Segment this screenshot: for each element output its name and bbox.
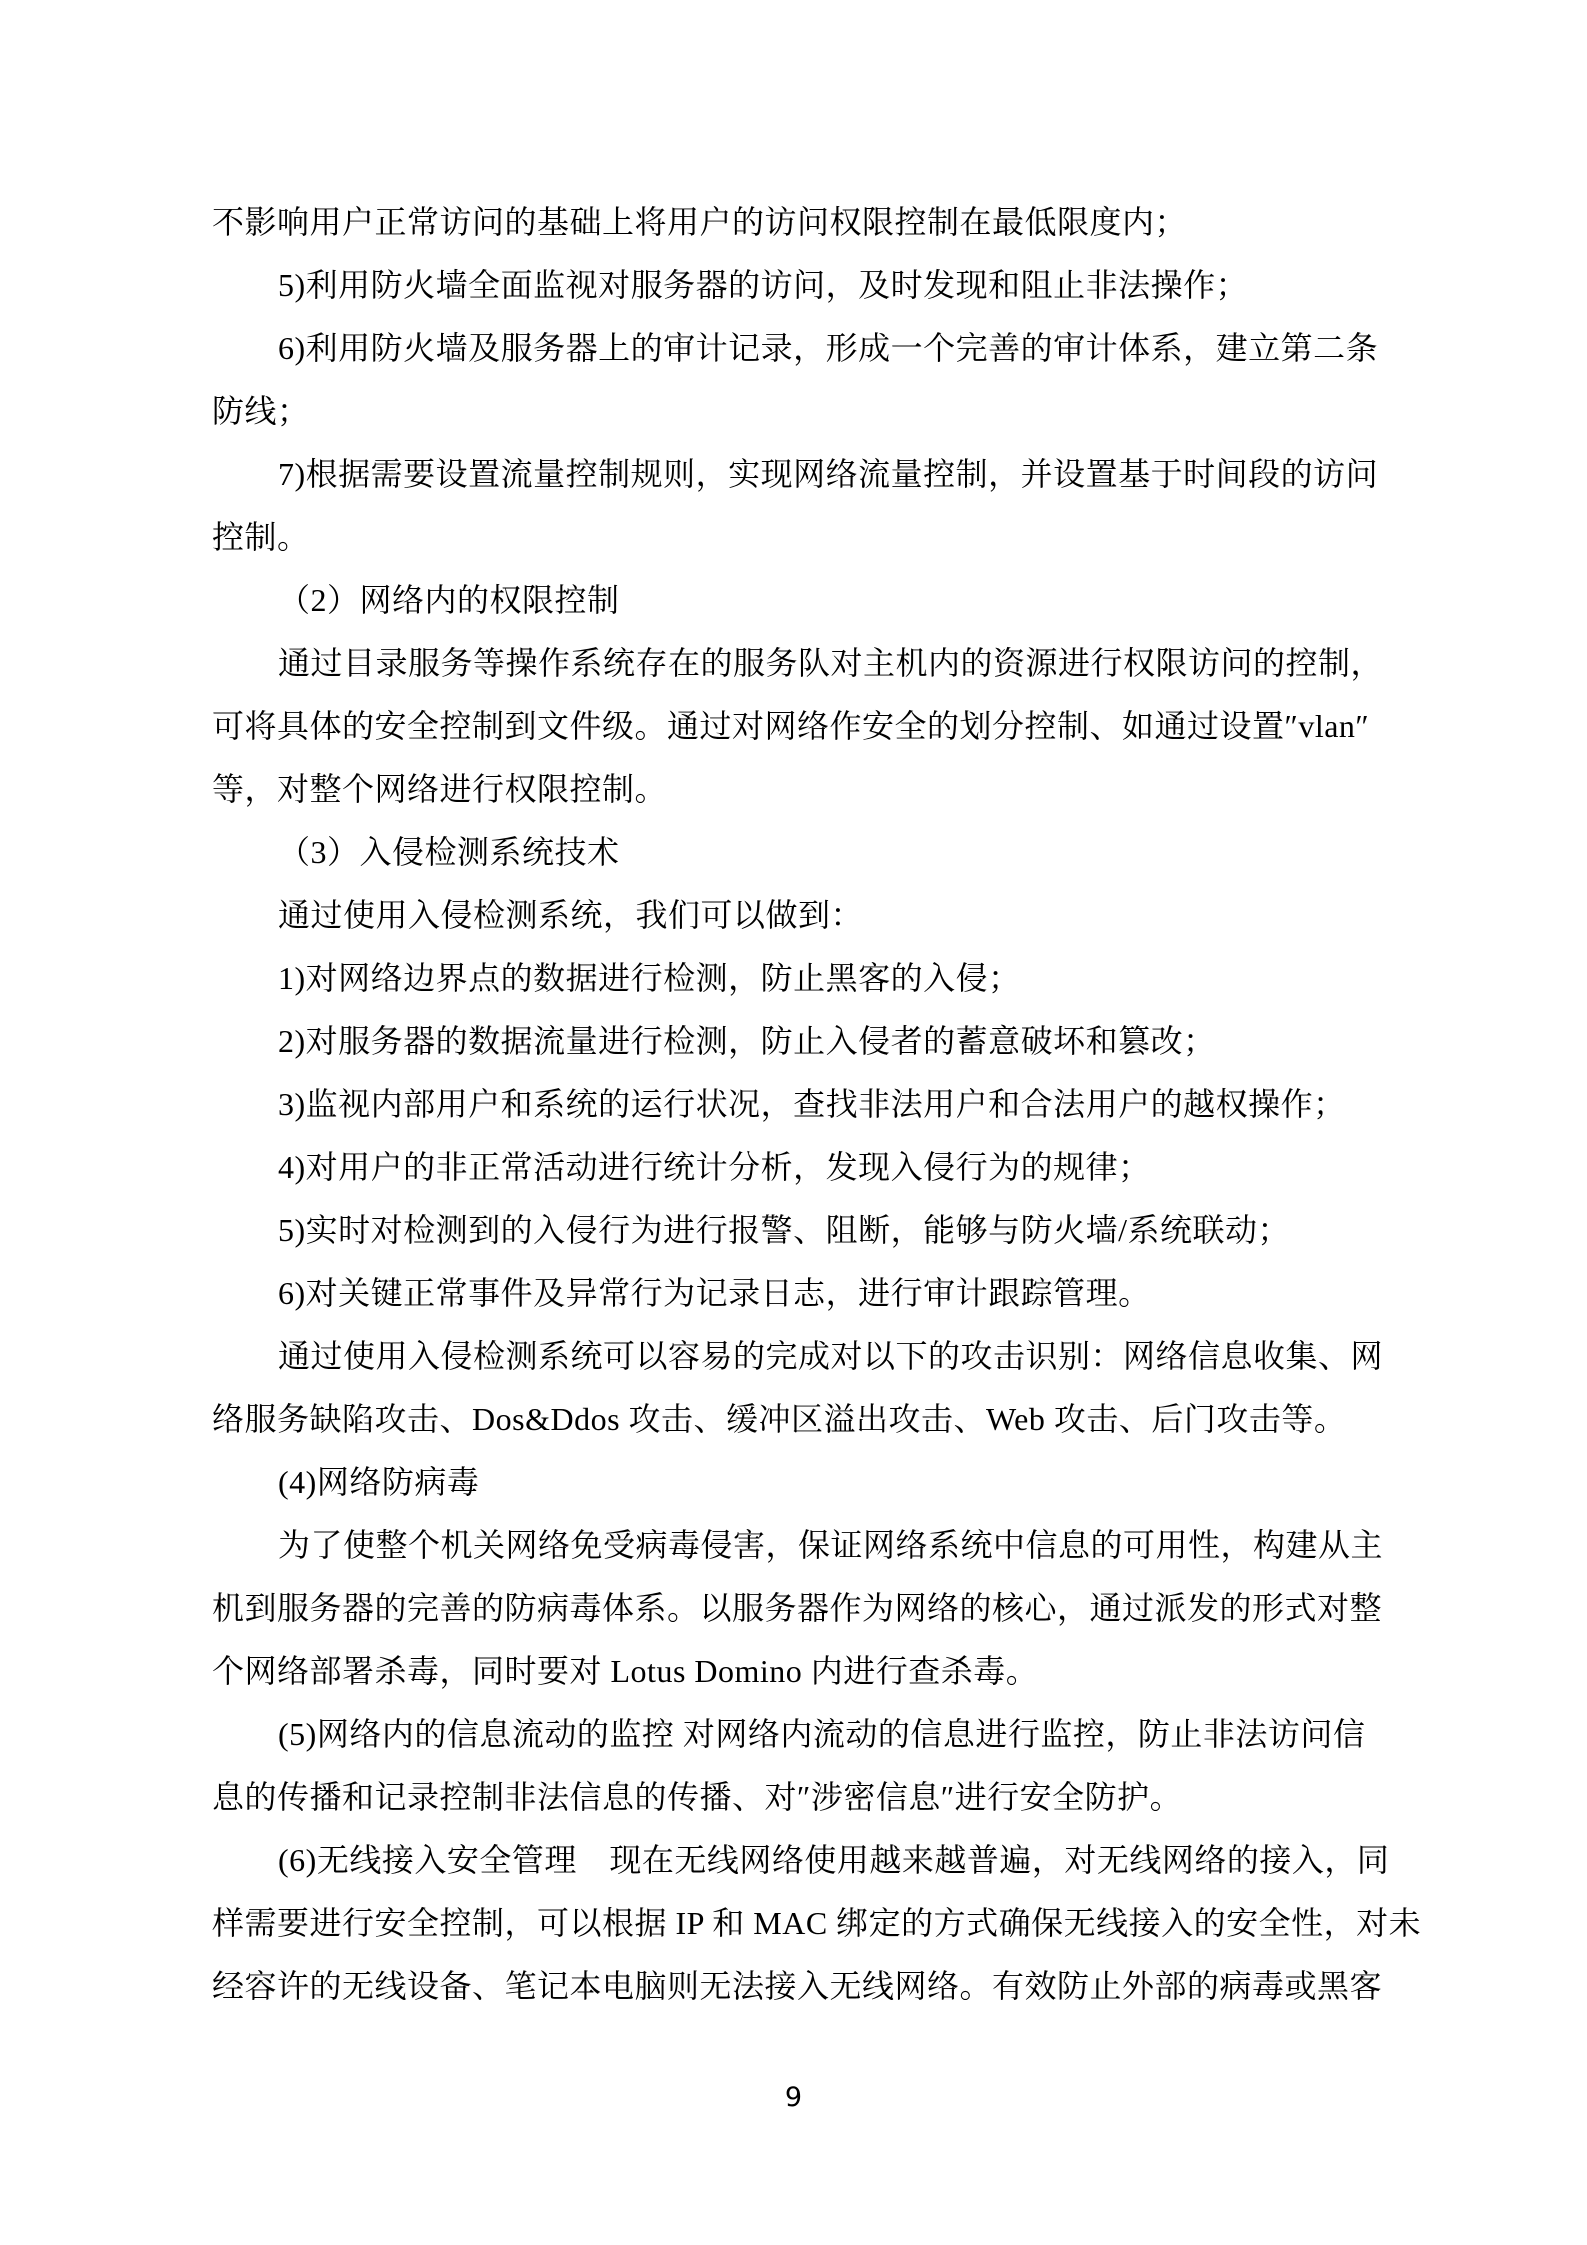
text-line: 5)实时对检测到的入侵行为进行报警、阻断，能够与防火墙/系统联动； [278,1212,1291,1248]
text-line: 防线； [212,393,310,429]
text-line: 5)利用防火墙全面监视对服务器的访问，及时发现和阻止非法操作； [278,267,1249,303]
document-body [212,191,1422,2018]
text-line: 2)对服务器的数据流量进行检测，防止入侵者的蓄意破坏和篡改； [278,1023,1216,1059]
text-line: （3）入侵检测系统技术 [278,834,620,870]
text-line: (4)网络防病毒 [278,1464,480,1500]
text-line: (6)无线接入安全管理 现在无线网络使用越来越普遍，对无线网络的接入，同 [278,1842,1390,1878]
text-line: 通过目录服务等操作系统存在的服务队对主机内的资源进行权限访问的控制， [278,645,1384,681]
text-line: 通过使用入侵检测系统，我们可以做到： [278,897,864,933]
text-line: 为了使整个机关网络免受病毒侵害，保证网络系统中信息的可用性，构建从主 [278,1527,1384,1563]
text-line: 3)监视内部用户和系统的运行状况，查找非法用户和合法用户的越权操作； [278,1086,1346,1122]
text-line: 控制。 [212,519,310,555]
text-line: 等，对整个网络进行权限控制。 [212,771,668,807]
text-line: 6)对关键正常事件及异常行为记录日志，进行审计跟踪管理。 [278,1275,1151,1311]
text-line: 7)根据需要设置流量控制规则，实现网络流量控制，并设置基于时间段的访问 [278,456,1379,492]
text-line: 机到服务器的完善的防病毒体系。以服务器作为网络的核心，通过派发的形式对整 [212,1590,1383,1626]
text-line: 经容许的无线设备、笔记本电脑则无法接入无线网络。有效防止外部的病毒或黑客 [212,1968,1383,2004]
text-line: 通过使用入侵检测系统可以容易的完成对以下的攻击识别：网络信息收集、网 [278,1338,1384,1374]
text-line: 不影响用户正常访问的基础上将用户的访问权限控制在最低限度内； [212,204,1188,240]
text-line: 个网络部署杀毒，同时要对 Lotus Domino 内进行查杀毒。 [212,1653,1039,1689]
text-line: 络服务缺陷攻击、Dos&Ddos 攻击、缓冲区溢出攻击、Web 攻击、后门攻击等。 [212,1401,1347,1437]
text-line: 可将具体的安全控制到文件级。通过对网络作安全的划分控制、如通过设置″vlan″ [212,708,1370,744]
text-line: 息的传播和记录控制非法信息的传播、对″涉密信息″进行安全防护。 [212,1779,1183,1815]
page-number: 9 [784,2082,803,2113]
text-line: 4)对用户的非正常活动进行统计分析，发现入侵行为的规律； [278,1149,1151,1185]
text-line: （2）网络内的权限控制 [278,582,620,618]
text-line: 样需要进行安全控制，可以根据 IP 和 MAC 绑定的方式确保无线接入的安全性，对未 [212,1905,1422,1941]
text-line: (5)网络内的信息流动的监控 对网络内流动的信息进行监控，防止非法访问信 [278,1716,1366,1752]
text-line: 6)利用防火墙及服务器上的审计记录，形成一个完善的审计体系，建立第二条 [278,330,1379,366]
text-line: 1)对网络边界点的数据进行检测，防止黑客的入侵； [278,960,1021,996]
